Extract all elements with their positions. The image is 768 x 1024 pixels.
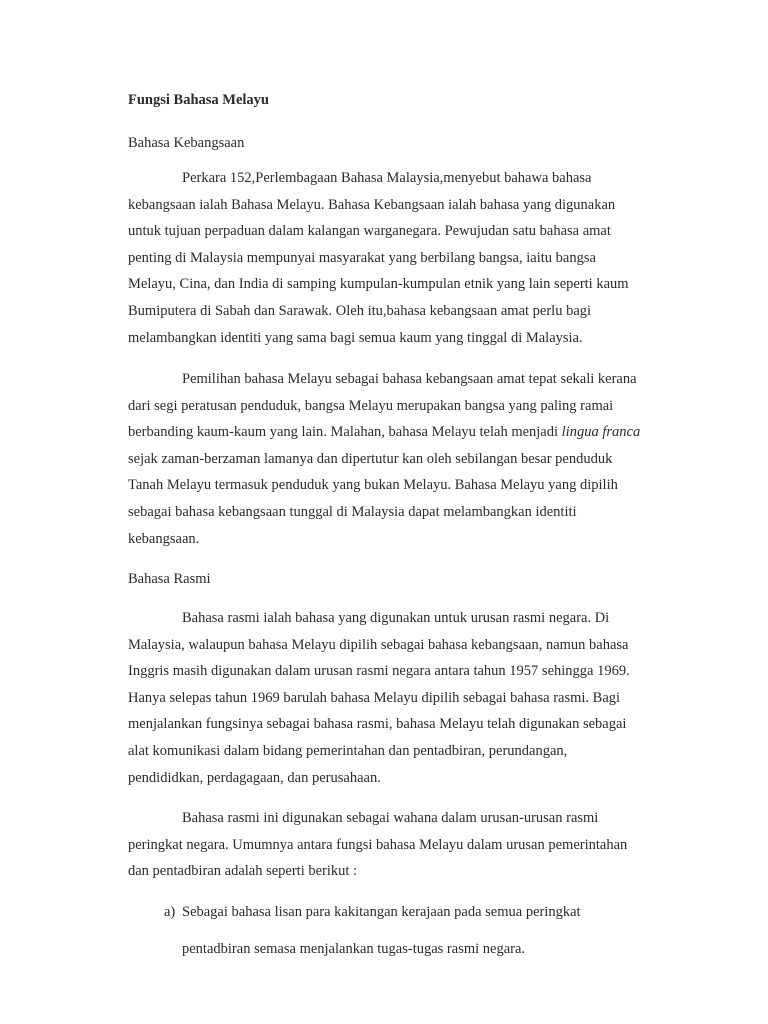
paragraph-line: pendididkan, perdagagaan, dan perusahaan.	[128, 769, 381, 786]
paragraph-rasmi-2	[128, 805, 668, 885]
paragraph-line: Melayu, Cina, dan India di samping kumpulan-kumpulan etnik yang lain seperti kaum	[128, 276, 629, 293]
paragraph-line: Malaysia, walaupun bahasa Melayu dipilih sebagai bahasa kebangsaan, namun bahasa	[128, 636, 629, 653]
paragraph-line-text: berbanding kaum-kaum yang lain. Malahan, bahasa Melayu telah menjadi	[128, 424, 562, 441]
paragraph-line: melambangkan identiti yang sama bagi semua kaum yang tinggal di Malaysia.	[128, 329, 583, 346]
paragraph-rasmi-1	[128, 605, 668, 791]
paragraph-line: peringkat negara. Umumnya antara fungsi bahasa Melayu dalam urusan pemerintahan	[128, 836, 628, 853]
paragraph-line: dari segi peratusan penduduk, bangsa Melayu merupakan bangsa yang paling ramai	[128, 397, 614, 414]
paragraph-line: Bahasa rasmi ialah bahasa yang digunakan untuk urusan rasmi negara. Di	[182, 610, 610, 626]
paragraph-line: Hanya selepas tahun 1969 barulah bahasa Melayu dipilih sebagai bahasa rasmi. Bagi	[128, 689, 621, 706]
paragraph-line	[128, 419, 668, 446]
paragraph-line: alat komunikasi dalam bidang pemerintahan dan pentadbiran, perundangan,	[128, 742, 568, 759]
list-item-line: pentadbiran semasa menjalankan tugas-tugas rasmi negara.	[182, 941, 526, 957]
paragraph-line: Bahasa rasmi ini digunakan sebagai wahana dalam urusan-urusan rasmi	[182, 810, 599, 826]
document-title: Fungsi Bahasa Melayu	[128, 92, 269, 108]
paragraph-line: sejak zaman-berzaman lamanya dan dipertutur kan oleh sebilangan besar penduduk	[128, 450, 613, 467]
paragraph-line: Perkara 152,Perlembagaan Bahasa Malaysia,menyebut bahawa bahasa	[182, 170, 592, 186]
section-heading-kebangsaan: Bahasa Kebangsaan	[128, 135, 245, 151]
paragraph-kebangsaan-2-text	[128, 366, 668, 552]
paragraph-line: sebagai bahasa kebangsaan tunggal di Malaysia dapat melambangkan identiti	[128, 503, 577, 520]
paragraph-kebangsaan-1	[128, 165, 668, 351]
paragraph-line: kebangsaan ialah Bahasa Melayu. Bahasa Kebangsaan ialah bahasa yang digunakan	[128, 196, 616, 213]
list-item-line: Sebagai bahasa lisan para kakitangan kerajaan pada semua peringkat	[182, 904, 581, 920]
paragraph-line: Pemilihan bahasa Melayu sebagai bahasa kebangsaan amat tepat sekali kerana	[182, 371, 637, 387]
paragraph-line: Tanah Melayu termasuk penduduk yang bukan Melayu. Bahasa Melayu yang dipilih	[128, 477, 618, 494]
paragraph-line: dan pentadbiran adalah seperti berikut :	[128, 863, 358, 880]
paragraph-line: penting di Malaysia mempunyai masyarakat yang berbilang bangsa, iaitu bangsa	[128, 249, 596, 266]
paragraph-line: kebangsaan.	[128, 530, 200, 547]
paragraph-line: menjalankan fungsinya sebagai bahasa rasmi, bahasa Melayu telah digunakan sebagai	[128, 716, 627, 733]
paragraph-line: Bumiputera di Sabah dan Sarawak. Oleh itu,bahasa kebangsaan amat perlu bagi	[128, 302, 592, 319]
paragraph-line: untuk tujuan perpaduan dalam kalangan warganegara. Pewujudan satu bahasa amat	[128, 223, 611, 240]
paragraph-line: Inggris masih digunakan dalam urusan rasmi negara antara tahun 1957 sehingga 1969.	[128, 663, 630, 680]
section-heading-rasmi: Bahasa Rasmi	[128, 571, 211, 587]
list-marker: a)	[164, 904, 176, 920]
lingua-franca-term: lingua franca	[561, 424, 641, 441]
